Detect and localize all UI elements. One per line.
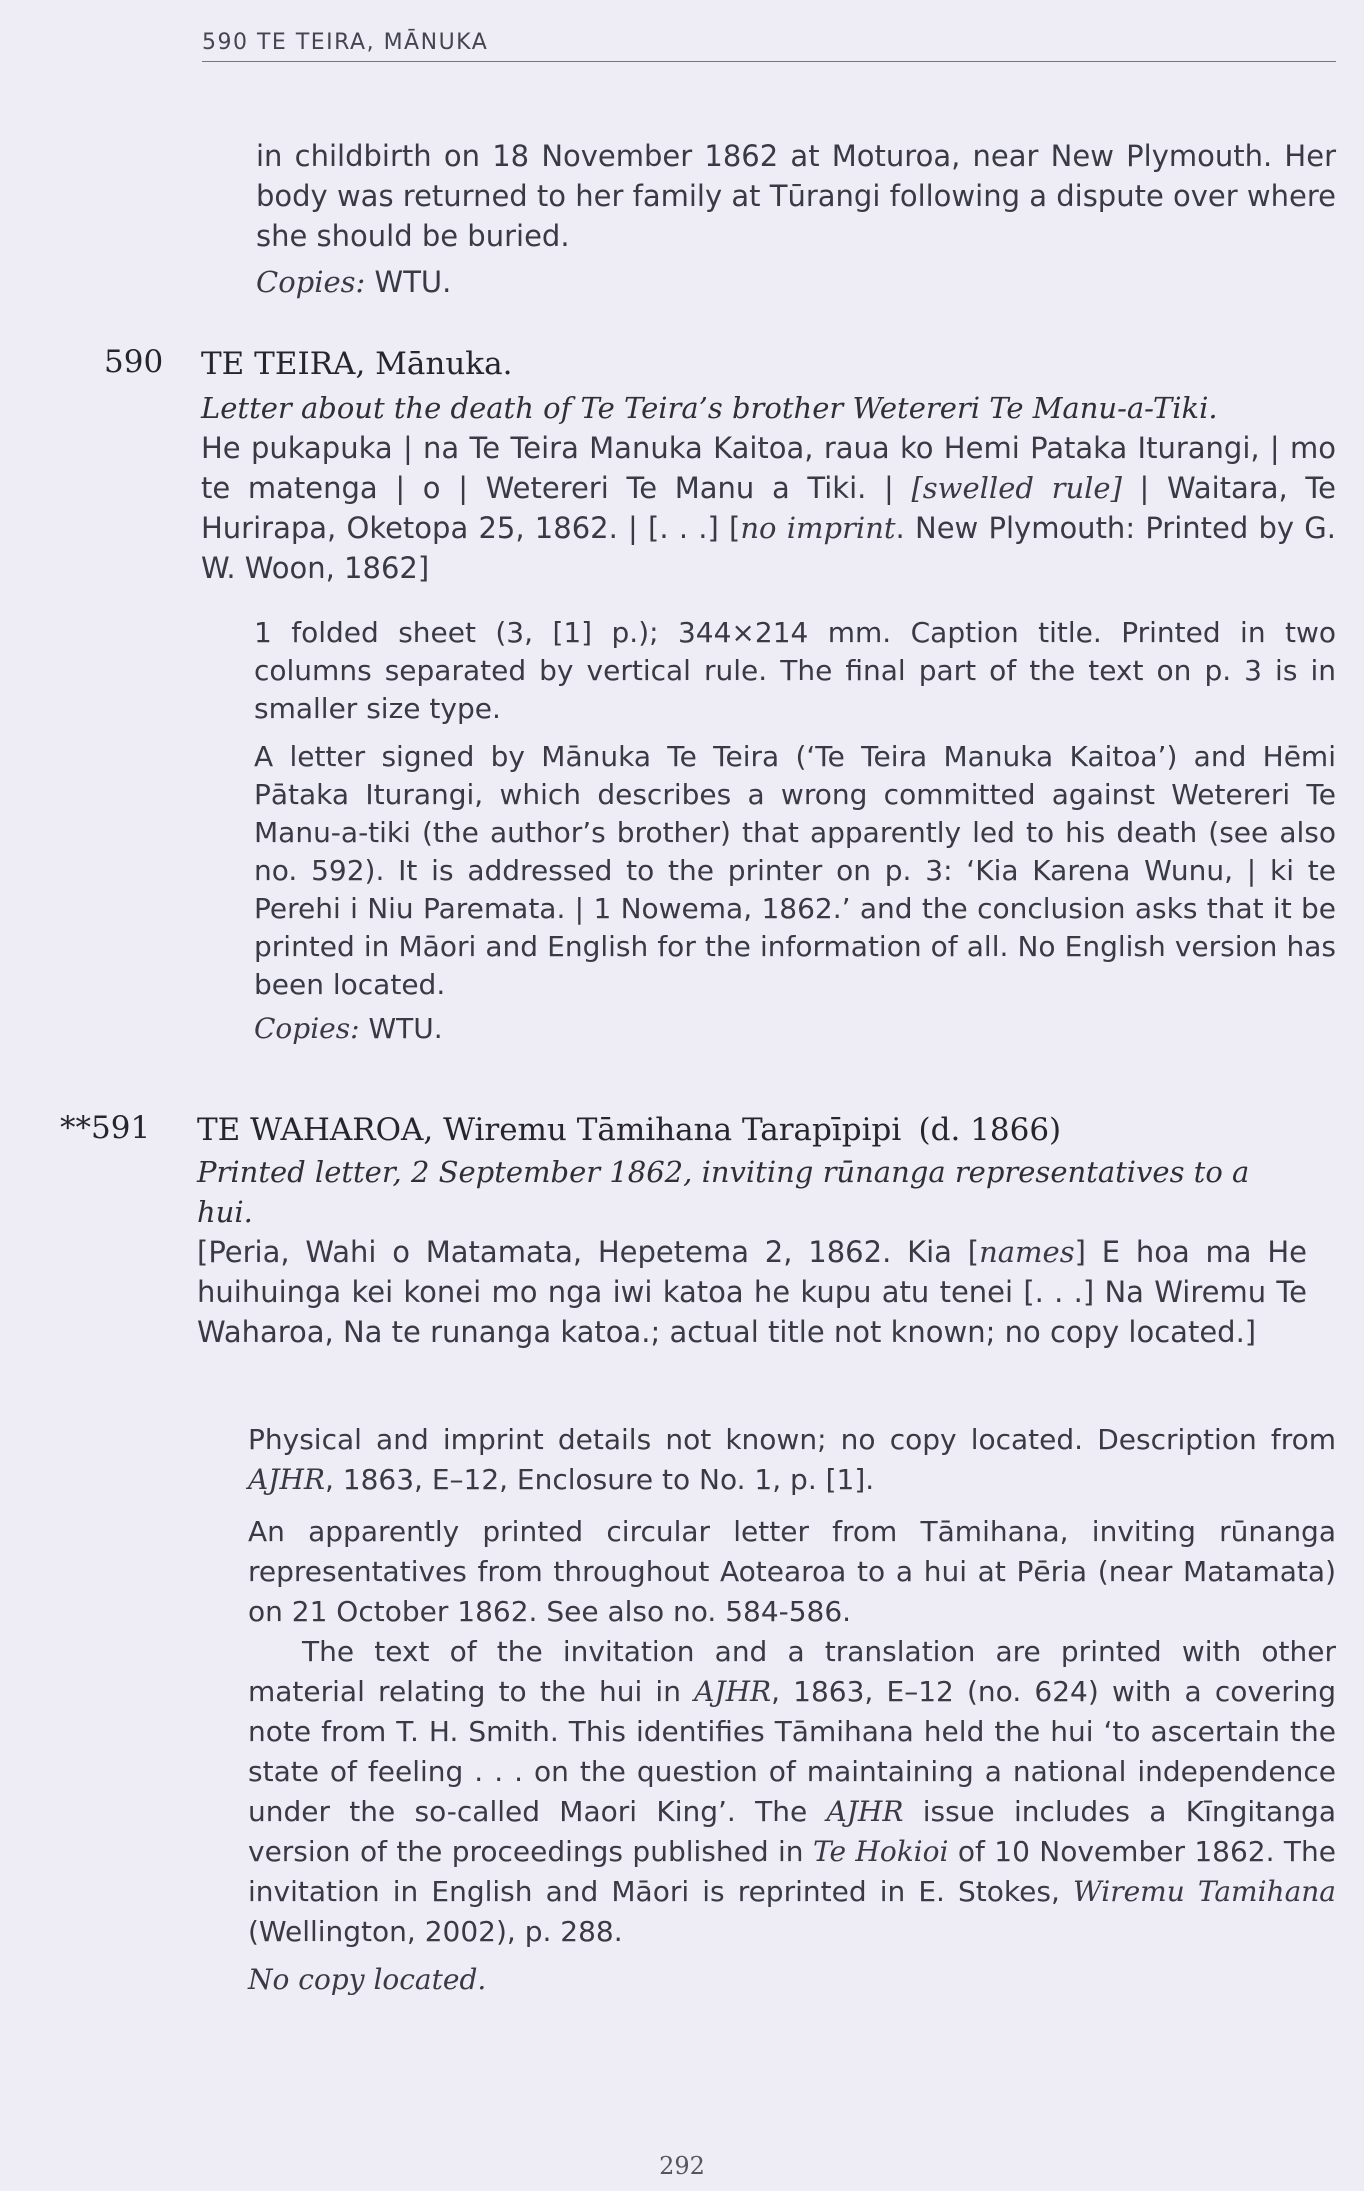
copies-label: Copies: <box>254 1012 360 1045</box>
continued-entry-text <box>256 136 1336 302</box>
title-part: | Waitara, Te Hurirapa, Oketopa 25, 1862. | [. . .] [ <box>201 471 1336 545</box>
copies-value: WTU. <box>368 1012 443 1045</box>
entry-590-heading: TE TEIRA, Mānuka. <box>201 346 513 382</box>
entry-591 <box>197 1110 1336 1352</box>
title-part: [Peria, Wahi o Matamata, Hepetema 2, 1862. Kia [ <box>197 1235 980 1269</box>
running-head: 590 TE TEIRA, MĀNUKA <box>202 30 1336 62</box>
entry-591-title-transcription <box>197 1232 1307 1352</box>
entry-number-590: 590 <box>104 344 164 380</box>
title-part-italic: [swelled rule] <box>911 471 1122 505</box>
title-part: ] E hoa ma He huihuinga kei konei mo nga iwi katoa he kupu atu tenei [. . .] Na Wiremu Te Waharoa, Na te runanga katoa.; actual title not known; no copy located.] <box>197 1235 1308 1349</box>
text-part: , 1863, E–12 (no. 624) with a covering note from T. H. Smith. This identifies Tāmihana held the hui ‘to ascertain the state of feeling . . . on the question of maintaining a national independence under the so-called Maori King’. The <box>248 1675 1336 1828</box>
entry-591-physical <box>248 1420 1336 1500</box>
entry-590-title-transcription <box>201 428 1336 588</box>
text-part: , 1863, E–12, Enclosure to No. 1, p. [1]. <box>324 1463 875 1496</box>
entry-590 <box>201 344 1336 588</box>
entry-591-dates: (d. 1866) <box>918 1112 1062 1148</box>
entry-591-copies: No copy located. <box>248 1963 487 1996</box>
title-part-italic: names <box>979 1235 1075 1269</box>
text-part-italic: AJHR <box>694 1675 772 1708</box>
text-part: Physical and imprint details not known; no copy located. Description from <box>248 1423 1336 1456</box>
text-part: of 10 November 1862. The invitation in English and Māori is reprinted in E. Stokes, <box>248 1835 1336 1908</box>
text-part-italic: AJHR <box>826 1795 904 1828</box>
title-part-italic: no imprint <box>740 511 896 545</box>
text-part-italic: Wiremu Tamihana <box>1072 1875 1336 1908</box>
title-part: He pukapuka | na Te Teira Manuka Kaitoa, raua ko Hemi Pataka Iturangi, | mo te matenga | o | Wetereri Te Manu a Tiki. | <box>201 431 1336 505</box>
entry-590-copies <box>254 1010 1336 1048</box>
text-part-italic: Te Hokioi <box>812 1835 949 1868</box>
continued-paragraph: in childbirth on 18 November 1862 at Moturoa, near New Plymouth. Her body was returned to her family at Tūrangi following a dispute over where she should be buried. <box>256 139 1336 253</box>
entry-number-591: **591 <box>60 1110 151 1146</box>
text-part: (Wellington, 2002), p. 288. <box>248 1915 623 1948</box>
entry-590-details <box>254 614 1336 1048</box>
continued-copies <box>256 262 1336 302</box>
copies-value: WTU. <box>374 265 452 299</box>
entry-590-note: A letter signed by Mānuka Te Teira (‘Te Teira Manuka Kaitoa’) and Hēmi Pātaka Iturangi, which describes a wrong committed against Wetereri Te Manu-a-tiki (the author’s brother) that apparently led to his death (see also no. 592). It is addressed to the printer on p. 3: ‘Kia Karena Wunu, | ki te Perehi i Niu Paremata. | 1 Nowema, 1862.’ and the conclusion asks that it be printed in Māori and English for the information of all. No English version has been located. <box>254 740 1336 1001</box>
entry-591-details <box>248 1420 1336 2000</box>
entry-591-note-2 <box>248 1632 1336 1952</box>
entry-590-physical: 1 folded sheet (3, [1] p.); 344×214 mm. Caption title. Printed in two columns separated by vertical rule. The final part of the text on p. 3 is in smaller size type. <box>254 616 1336 725</box>
text-part: The text of the invitation and a translation are printed with other material relating to the hui in <box>248 1635 1336 1708</box>
entry-591-note-1: An apparently printed circular letter from Tāmihana, inviting rūnanga representatives from throughout Aotearoa to a hui at Pēria (near Matamata) on 21 October 1862. See also no. 584-586. <box>248 1515 1336 1628</box>
entry-591-heading-line <box>197 1110 1336 1150</box>
text-part: issue includes a Kīngitanga version of the proceedings published in <box>248 1795 1336 1868</box>
title-part: . New Plymouth: Printed by G. W. Woon, 1862] <box>201 511 1337 585</box>
entry-591-heading: TE WAHAROA, Wiremu Tāmihana Tarapīpipi <box>197 1112 902 1148</box>
page-number: 292 <box>659 2152 705 2180</box>
entry-590-subtitle: Letter about the death of Te Teira’s brother Wetereri Te Manu-a-Tiki. <box>201 391 1218 425</box>
copies-label: Copies: <box>256 265 366 299</box>
text-part-italic: AJHR <box>248 1463 325 1496</box>
entry-591-subtitle: Printed letter, 2 September 1862, inviting rūnanga representatives to a hui. <box>197 1155 1250 1229</box>
